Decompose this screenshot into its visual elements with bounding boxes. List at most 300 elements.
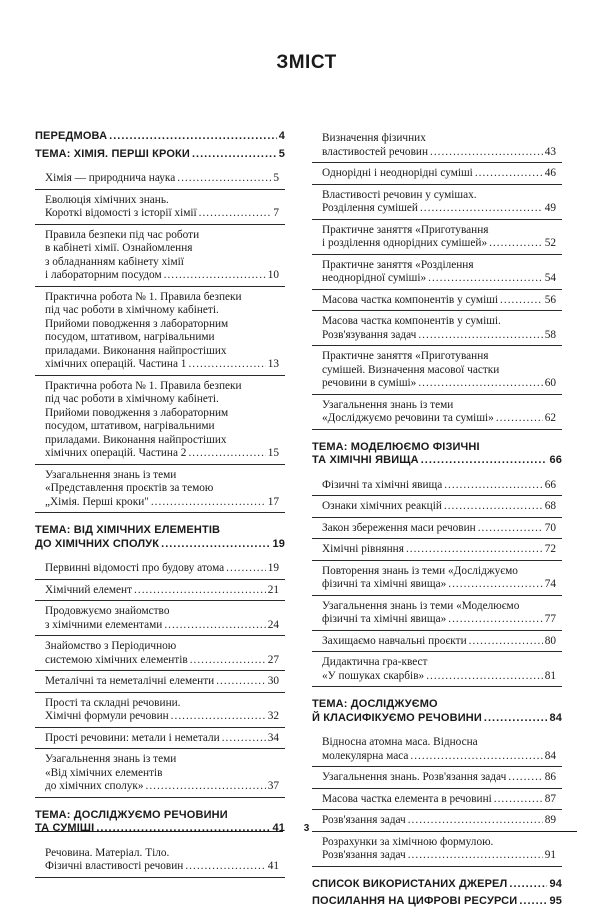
leader-dots	[408, 814, 543, 828]
toc-entry[interactable]	[35, 843, 285, 878]
toc-entry-line	[322, 237, 556, 251]
toc-page-number: 86	[544, 771, 556, 783]
toc-entry-text: і розділення однорідних сумішей»	[322, 237, 488, 249]
toc-entry-line	[45, 331, 279, 345]
toc-entry-text: Масова частка компонентів у суміші	[322, 293, 499, 306]
toc-entry-line	[45, 345, 279, 359]
toc-entry-line	[45, 640, 279, 654]
toc-entry-line	[322, 224, 556, 238]
leader-dots	[188, 447, 265, 461]
toc-entry-text: Знайомство з Періодичною	[45, 640, 177, 652]
page-number: 3	[303, 823, 310, 834]
toc-entry-text: неоднорідної суміші»	[322, 272, 427, 284]
leader-dots	[519, 895, 547, 909]
toc-entry-line	[45, 675, 279, 689]
leader-dots	[494, 793, 543, 807]
leader-dots	[171, 710, 266, 724]
toc-entry[interactable]	[312, 163, 562, 185]
toc-entry[interactable]	[312, 290, 562, 312]
toc-entry-line	[45, 194, 279, 208]
toc-entry[interactable]	[312, 220, 562, 255]
leader-dots	[475, 167, 543, 181]
toc-entry-text: Відносна атомна маса. Відносна	[322, 736, 478, 748]
toc-entry[interactable]	[312, 346, 562, 395]
toc-entry-line	[312, 878, 562, 892]
leader-dots	[164, 619, 265, 633]
toc-entry-line	[45, 469, 279, 483]
toc-entry-line	[312, 698, 562, 712]
toc-entry-line	[45, 207, 279, 221]
toc-entry[interactable]	[312, 652, 562, 687]
toc-entry[interactable]	[35, 636, 285, 671]
toc-entry-line	[322, 315, 556, 329]
toc-entry[interactable]	[312, 561, 562, 596]
toc-section-heading[interactable]	[312, 876, 562, 894]
toc-entry-text: Розрахунки за хімічною формулою.	[322, 835, 494, 848]
toc-entry-text: Продовжуємо знайомство	[45, 605, 170, 617]
toc-entry-line	[322, 399, 556, 413]
leader-dots	[496, 412, 543, 426]
leader-dots	[188, 358, 265, 372]
toc-entry-line	[35, 538, 285, 552]
leader-dots	[500, 294, 543, 308]
toc-entry-line	[45, 562, 279, 576]
toc-page-number: 84	[544, 749, 556, 762]
toc-page-number: 54	[544, 272, 556, 284]
toc-entry[interactable]	[35, 168, 285, 190]
toc-entry[interactable]	[312, 255, 562, 290]
leader-dots	[216, 675, 265, 689]
toc-entry-text: Розділення сумішей	[322, 202, 418, 214]
toc-entry-text: Прийоми поводження з лабораторним	[45, 317, 229, 330]
toc-entry-line	[322, 294, 556, 308]
leader-dots	[410, 750, 542, 764]
toc-entry-line	[45, 434, 279, 448]
toc-entry-line	[45, 447, 279, 461]
toc-page-number: 43	[544, 145, 556, 158]
toc-entry-line	[322, 132, 556, 146]
leader-dots	[508, 771, 542, 785]
toc-entry-text: ТА СУМІШІ	[35, 822, 95, 834]
leader-dots	[164, 269, 266, 283]
toc-entry-text: Прості речовини: метали і неметали	[45, 731, 220, 744]
toc-page-number: 41	[272, 822, 285, 834]
toc-entry-text: «У пошуках скарбів»	[322, 669, 425, 682]
toc-entry-text: системою хімічних елементів	[45, 653, 188, 666]
toc-entry-text: хімічних операцій. Частина 1	[45, 358, 187, 370]
toc-entry-text: ТЕМА: ХІМІЯ. ПЕРШІ КРОКИ	[35, 147, 190, 160]
toc-entry-text: Визначення фізичних	[322, 132, 426, 144]
toc-section-heading[interactable]	[312, 893, 562, 911]
toc-entry-line	[45, 584, 279, 598]
toc-page-number: 49	[544, 202, 556, 214]
toc-entry-text: приладами. Виконання найпростіших	[45, 344, 227, 357]
toc-entry-text: під час роботи в хімічному кабінеті.	[45, 393, 219, 405]
toc-page-number: 95	[549, 895, 562, 907]
toc-entry-line	[45, 318, 279, 332]
leader-dots	[222, 732, 266, 746]
toc-entry-line	[322, 656, 556, 670]
toc-page-number: 60	[544, 377, 556, 389]
toc-entry-line	[322, 189, 556, 203]
leader-dots	[418, 377, 542, 391]
section-gap	[35, 513, 285, 522]
toc-entry-text: Масова частка компонентів у суміші.	[322, 315, 501, 327]
toc-page-number: 24	[267, 618, 279, 631]
toc-entry-line	[45, 654, 279, 668]
toc-page-number: 7	[273, 207, 279, 219]
toc-entry[interactable]	[312, 596, 562, 631]
toc-page-number: 77	[544, 613, 556, 625]
toc-entry-text: Первинні відомості про будову атома	[45, 562, 225, 574]
toc-section-heading[interactable]	[35, 146, 285, 164]
toc-entry-text: ТЕМА: ДОСЛІДЖУЄМО РЕЧОВИНИ	[35, 808, 228, 821]
toc-entry-line	[322, 272, 556, 286]
toc-entry[interactable]	[312, 732, 562, 767]
toc-entry-text: Практичне заняття «Розділення	[322, 258, 474, 271]
toc-entry[interactable]	[35, 287, 285, 376]
leader-dots	[478, 522, 543, 536]
toc-entry-text: Розв'язання задач	[322, 814, 406, 826]
toc-entry-line	[322, 814, 556, 828]
toc-page-number: 89	[544, 814, 556, 826]
toc-page-number: 19	[267, 562, 279, 574]
toc-entry-line	[45, 358, 279, 372]
toc-entry[interactable]	[35, 190, 285, 225]
toc-entry[interactable]	[35, 558, 285, 580]
toc-entry-text: Захищаємо навчальні проєкти	[322, 634, 467, 647]
leader-dots	[96, 822, 270, 836]
toc-entry-line	[322, 836, 556, 850]
leader-dots	[430, 146, 543, 160]
toc-page-number: 46	[544, 167, 556, 179]
toc-entry-line	[322, 500, 556, 514]
leader-dots	[420, 202, 543, 216]
toc-entry-text: приладами. Виконання найпростіших	[45, 433, 227, 446]
toc-entry[interactable]	[312, 311, 562, 346]
toc-entry-text: властивостей речовин	[322, 145, 428, 158]
toc-entry-line	[45, 393, 279, 407]
leader-dots	[199, 207, 272, 221]
toc-entry-text: Фізичні та хімічні явища	[322, 478, 443, 491]
toc-entry[interactable]	[312, 128, 562, 163]
toc-entry-line	[312, 712, 562, 726]
toc-entry[interactable]	[35, 693, 285, 728]
toc-entry-text: посудом, штативом, нагрівальними	[45, 420, 215, 432]
toc-entry-line	[322, 771, 556, 785]
toc-right-column	[312, 128, 562, 911]
toc-page-number: 94	[549, 877, 562, 890]
toc-entry[interactable]	[312, 767, 562, 789]
leader-dots	[489, 237, 543, 251]
toc-entry-text: молекулярна маса	[322, 749, 409, 762]
toc-entry-text: Закон збереження маси речовин	[322, 521, 476, 534]
toc-page-number: 5	[273, 172, 279, 184]
toc-entry-line	[45, 619, 279, 633]
leader-dots	[444, 500, 543, 514]
toc-entry[interactable]	[312, 185, 562, 220]
toc-entry-line	[322, 793, 556, 807]
toc-entry-text: Короткі відомості з історії хімії	[45, 207, 197, 219]
toc-entry-line	[35, 822, 285, 836]
toc-entry-text: Однорідні і неоднорідні суміші	[322, 167, 473, 179]
leader-dots	[177, 172, 271, 186]
toc-entry-text: Хімія — природнича наука	[45, 172, 176, 184]
toc-entry-line	[322, 543, 556, 557]
leader-dots	[444, 479, 542, 493]
toc-entry-line	[45, 496, 279, 510]
toc-entry-line	[45, 753, 279, 767]
toc-entry-line	[45, 407, 279, 421]
toc-page-number: 52	[544, 237, 556, 249]
toc-entry-text: речовини в суміші»	[322, 377, 417, 389]
toc-entry-line	[45, 380, 279, 394]
toc-entry-text: Узагальнення знань із теми «Моделюємо	[322, 599, 520, 612]
toc-page-number: 37	[267, 780, 279, 792]
leader-dots	[134, 584, 266, 598]
leader-dots	[151, 496, 266, 510]
toc-entry[interactable]	[35, 671, 285, 693]
toc-entry-text: «Досліджуємо речовини та суміші»	[322, 412, 494, 424]
toc-entry-line	[312, 895, 562, 909]
toc-entry-text: Фізичні властивості речовин	[45, 860, 184, 872]
toc-entry-text: сумішей. Визначення масової частки	[322, 363, 500, 376]
toc-entry[interactable]	[312, 496, 562, 518]
toc-page-number: 91	[544, 849, 556, 861]
toc-entry-text: Металічні та неметалічні елементи	[45, 675, 215, 687]
leader-dots	[226, 562, 266, 576]
toc-entry-line	[45, 229, 279, 243]
toc-entry[interactable]	[312, 789, 562, 811]
footer-rule-right	[327, 831, 577, 832]
page-title: ЗМІСТ	[276, 52, 337, 73]
toc-page-number: 19	[272, 537, 285, 550]
toc-entry-text: Практична робота № 1. Правила безпеки	[45, 379, 242, 392]
toc-entry-text: Правила безпеки під час роботи	[45, 228, 200, 241]
toc-entry-line	[45, 304, 279, 318]
section-gap	[312, 687, 562, 696]
toc-entry[interactable]	[312, 832, 562, 867]
toc-entry-text: Практичне заняття «Приготування	[322, 350, 489, 362]
toc-page-number: 68	[544, 500, 556, 512]
toc-entry-text: Речовина. Матеріал. Тіло.	[45, 846, 170, 859]
leader-dots	[408, 849, 543, 863]
toc-entry-line	[322, 736, 556, 750]
toc-page-number: 56	[544, 293, 556, 306]
toc-section-heading[interactable]	[35, 128, 285, 146]
leader-dots	[428, 272, 543, 286]
toc-entry[interactable]	[35, 465, 285, 514]
toc-entry-text: Хімічні рівняння	[322, 543, 404, 555]
toc-entry-line	[322, 329, 556, 343]
toc-entry-text: і лабораторним посудом	[45, 269, 162, 281]
toc-entry-text: фізичні та хімічні явища»	[322, 578, 447, 590]
toc-entry-line	[35, 148, 285, 162]
toc-entry-line	[322, 259, 556, 273]
toc-page-number: 58	[544, 328, 556, 341]
toc-entry-text: ТЕМА: ДОСЛІДЖУЄМО	[312, 698, 438, 710]
leader-dots	[509, 878, 547, 892]
toc-entry-line	[322, 635, 556, 649]
toc-entry[interactable]	[35, 749, 285, 798]
toc-page-number: 5	[278, 147, 285, 160]
toc-entry[interactable]	[312, 631, 562, 653]
section-gap	[312, 867, 562, 876]
toc-entry-text: з хімічними елементами	[45, 618, 163, 631]
toc-entry-line	[45, 732, 279, 746]
toc-entry-line	[35, 809, 285, 823]
toc-entry-text: Розв'язування задач	[322, 328, 417, 341]
leader-dots	[484, 712, 548, 726]
toc-entry-line	[322, 202, 556, 216]
toc-entry-text: Еволюція хімічних знань.	[45, 193, 169, 206]
toc-entry-text: до хімічних сполук»	[45, 780, 144, 792]
toc-entry-text: Розв'язання задач	[322, 849, 406, 861]
toc-entry[interactable]	[35, 376, 285, 465]
toc-entry-line	[45, 697, 279, 711]
toc-entry[interactable]	[312, 395, 562, 430]
toc-entry[interactable]	[35, 728, 285, 750]
toc-entry-text: Практичне заняття «Приготування	[322, 223, 489, 236]
toc-entry[interactable]	[312, 810, 562, 832]
toc-section-heading[interactable]	[35, 807, 285, 838]
toc-entry-line	[35, 524, 285, 538]
toc-page-number: 10	[267, 269, 279, 281]
toc-entry-text: Прості та складні речовини.	[45, 696, 181, 709]
toc-entry[interactable]	[312, 539, 562, 561]
toc-entry-text: ТА ХІМІЧНІ ЯВИЩА	[312, 454, 419, 466]
toc-entry-line	[45, 767, 279, 781]
toc-page-number: 66	[549, 454, 562, 466]
toc-entry-line	[45, 269, 279, 283]
toc-entry-text: Й КЛАСИФІКУЄМО РЕЧОВИНИ	[312, 711, 482, 724]
toc-entry-text: Хімічні формули речовин	[45, 710, 169, 722]
toc-entry[interactable]	[35, 601, 285, 636]
toc-entry-text: СПИСОК ВИКОРИСТАНИХ ДЖЕРЕЛ	[312, 877, 508, 890]
toc-page-number: 17	[267, 495, 279, 508]
toc-entry-text: хімічних операцій. Частина 2	[45, 447, 187, 459]
toc-entry-text: Ознаки хімічних реакцій	[322, 500, 442, 512]
toc-entry-line	[322, 578, 556, 592]
leader-dots	[418, 329, 542, 343]
toc-entry-text: Прийоми поводження з лабораторним	[45, 406, 229, 419]
toc-entry-text: посудом, штативом, нагрівальними	[45, 331, 215, 343]
toc-page-number: 66	[544, 478, 556, 491]
toc-entry-text: в кабінеті хімії. Ознайомлення	[45, 242, 193, 254]
toc-entry-text: Узагальнення знань із теми	[45, 753, 177, 765]
toc-page-number: 34	[267, 731, 279, 744]
toc-page-number: 70	[544, 521, 556, 534]
toc-entry-text: Хімічний елемент	[45, 583, 133, 596]
toc-entry-line	[322, 522, 556, 536]
toc-entry-text: ДО ХІМІЧНИХ СПОЛУК	[35, 537, 160, 550]
toc-entry-text: фізичні та хімічні явища»	[322, 613, 447, 625]
toc-entry-text: під час роботи в хімічному кабінеті.	[45, 304, 219, 316]
toc-entry-text: ПОСИЛАННЯ НА ЦИФРОВІ РЕСУРСИ	[312, 895, 518, 907]
section-gap	[35, 798, 285, 807]
toc-page-number: 72	[544, 543, 556, 555]
toc-page-number: 87	[544, 792, 556, 805]
toc-entry-line	[322, 565, 556, 579]
toc-entry[interactable]	[35, 225, 285, 287]
toc-section-heading[interactable]	[312, 439, 562, 470]
toc-entry-text: Властивості речовин у сумішах.	[322, 188, 477, 201]
toc-entry-text: з обладнанням кабінету хімії	[45, 255, 184, 268]
toc-page-number: 27	[267, 653, 279, 666]
toc-page-number: 13	[267, 358, 279, 370]
toc-entry-text: ТЕМА: МОДЕЛЮЄМО ФІЗИЧНІ	[312, 440, 480, 453]
toc-entry-line	[45, 172, 279, 186]
toc-entry-line	[322, 479, 556, 493]
toc-entry[interactable]	[35, 580, 285, 602]
leader-dots	[109, 130, 277, 144]
toc-entry-line	[45, 256, 279, 270]
toc-page-number: 84	[549, 711, 562, 724]
toc-entry-line	[45, 242, 279, 256]
toc-entry-line	[45, 605, 279, 619]
leader-dots	[185, 860, 265, 874]
leader-dots	[190, 654, 266, 668]
toc-section-heading[interactable]	[35, 522, 285, 553]
toc-entry-line	[45, 860, 279, 874]
toc-entry-text: Узагальнення знань із теми	[322, 398, 454, 411]
toc-page-number: 74	[544, 578, 556, 590]
toc-entry-line	[322, 412, 556, 426]
toc-entry-line	[35, 130, 285, 144]
toc-entry-text: Практична робота № 1. Правила безпеки	[45, 290, 242, 303]
leader-dots	[469, 635, 543, 649]
toc-entry-line	[322, 613, 556, 627]
toc-entry[interactable]	[312, 475, 562, 497]
toc-entry-text: Узагальнення знань із теми	[45, 468, 177, 481]
toc-page-number: 32	[267, 710, 279, 722]
toc-entry-text: Узагальнення знань. Розв'язання задач	[322, 771, 507, 783]
toc-page-number: 4	[278, 130, 285, 142]
toc-entry-line	[45, 847, 279, 861]
toc-entry-line	[322, 350, 556, 364]
toc-page-number: 80	[544, 634, 556, 647]
toc-entry-line	[45, 710, 279, 724]
toc-entry-line	[45, 291, 279, 305]
leader-dots	[406, 543, 543, 557]
toc-entry-line	[45, 482, 279, 496]
toc-entry-line	[322, 377, 556, 391]
footer-rule-left	[35, 831, 283, 832]
toc-entry-text: Дидактична гра-квест	[322, 656, 428, 668]
toc-entry-line	[322, 364, 556, 378]
toc-entry-text: «Від хімічних елементів	[45, 766, 163, 779]
toc-entry-text: «Представлення проєктів за темою	[45, 482, 214, 494]
toc-page-number: 81	[544, 669, 556, 682]
toc-entry-line	[322, 670, 556, 684]
leader-dots	[192, 148, 277, 162]
leader-dots	[448, 613, 542, 627]
toc-entry-text: ПЕРЕДМОВА	[35, 130, 108, 142]
toc-page-number: 41	[267, 860, 279, 872]
toc-page-number: 21	[267, 583, 279, 596]
leader-dots	[161, 538, 270, 552]
toc-entry[interactable]	[312, 518, 562, 540]
toc-entry-line	[312, 454, 562, 468]
toc-section-heading[interactable]	[312, 696, 562, 727]
leader-dots	[146, 780, 266, 794]
leader-dots	[448, 578, 542, 592]
toc-page-number: 30	[267, 675, 279, 687]
toc-entry-line	[45, 780, 279, 794]
leader-dots	[421, 454, 548, 468]
toc-entry-line	[322, 600, 556, 614]
toc-page-number: 62	[544, 412, 556, 424]
